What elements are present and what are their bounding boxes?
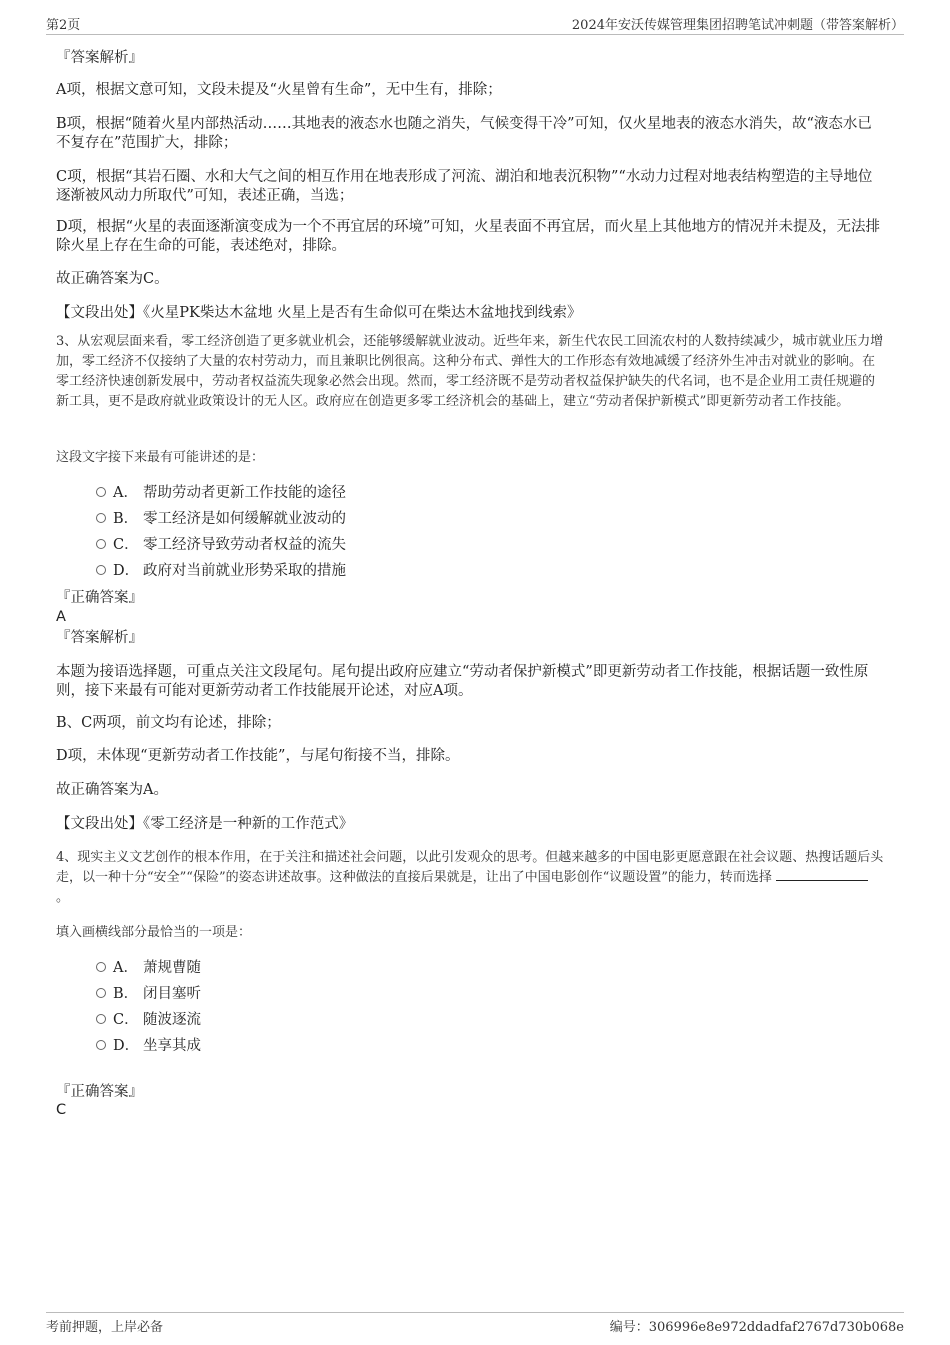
text-source: 【文段出处】《火星PK柴达木盆地 火星上是否有生命似可在柴达木盆地找到线索》 [56,305,582,321]
analysis-option-d: D项，根据“火星的表面逐渐演变成为一个不再宜居的环境”可知，火星表面不再宜居，而火星上其他地方的情况并未提及，无法排除火星上存在生命的可能，表述绝对，排除。 [56,219,880,254]
radio-icon[interactable] [96,1040,106,1050]
text-source: 【文段出处】《零工经济是一种新的工作范式》 [56,816,354,832]
footer-slogan: 考前押题，上岸必备 [46,1320,164,1335]
document-title: 2024年安沃传媒管理集团招聘笔试冲刺题（带答案解析） [571,18,904,33]
radio-icon[interactable] [96,1014,106,1024]
radio-icon[interactable] [96,962,106,972]
radio-icon[interactable] [96,988,106,998]
analysis-options-bc: B、C两项，前文均有论述，排除； [56,715,281,731]
question-4-stem: 4、现实主义文艺创作的根本作用，在于关注和描述社会问题，以此引发观众的思考。但越来越多的中国电影更愿意跟在社会议题、热搜话题后头走，以一种十分“安全”“保险”的姿态讲述故事。这种做法的直接后果就是，让出了中国电影创作“议题设置”的能力，转而选择 。 [56,850,884,905]
question-4-options [96,955,201,1059]
analysis-option-b: B项，根据“随着火星内部热活动……其地表的液态水也随之消失，气候变得干冷”可知，仅火星地表的液态水消失，故“液态水已不复存在”范围扩大，排除； [56,116,872,151]
option-c[interactable]: C． 随波逐流 [96,1007,201,1033]
analysis-text: 本题为接语选择题，可重点关注文段尾句。尾句提出政府应建立“劳动者保护新模式”即更新劳动者工作技能，根据话题一致性原则，接下来最有可能对更新劳动者工作技能展开论述，对应A项。 [56,664,869,699]
analysis-conclusion: 故正确答案为A。 [56,782,168,798]
analysis-option-a: A项，根据文意可知，文段未提及“火星曾有生命”，无中生有，排除； [56,82,502,98]
radio-icon[interactable] [96,487,106,497]
page-footer [46,1312,904,1335]
analysis-option-d: D项，未体现“更新劳动者工作技能”，与尾句衔接不当，排除。 [56,748,460,764]
option-c[interactable]: C． 零工经济导致劳动者权益的流失 [96,532,346,558]
question-3-options [96,480,346,584]
option-a[interactable]: A． 帮助劳动者更新工作技能的途径 [96,480,346,506]
document-id: 编号：306996e8e972ddadfaf2767d730b068e [609,1320,904,1335]
correct-answer-label: 『正确答案』 [56,590,143,606]
radio-icon[interactable] [96,539,106,549]
option-d[interactable]: D． 坐享其成 [96,1033,201,1059]
option-a[interactable]: A． 萧规曹随 [96,955,201,981]
page-header [46,14,904,35]
analysis-label: 『答案解析』 [56,50,143,66]
analysis-label: 『答案解析』 [56,630,143,646]
correct-answer-label: 『正确答案』 [56,1084,143,1100]
analysis-conclusion: 故正确答案为C。 [56,271,169,287]
fill-blank [776,868,868,881]
analysis-option-c: C项，根据“其岩石圈、水和大气之间的相互作用在地表形成了河流、湖泊和地表沉积物”“水动力过程对地表结构塑造的主导地位逐渐被风动力所取代”可知，表述正确，当选； [56,169,873,204]
page-number: 第2页 [46,18,81,33]
option-b[interactable]: B． 零工经济是如何缓解就业波动的 [96,506,346,532]
correct-answer: A [56,609,66,625]
question-4-prompt: 填入画横线部分最恰当的一项是： [56,925,252,940]
correct-answer: C [56,1102,67,1118]
radio-icon[interactable] [96,565,106,575]
question-3-stem: 3、从宏观层面来看，零工经济创造了更多就业机会，还能够缓解就业波动。近些年来，新生代农民工回流农村的人数持续减少，城市就业压力增加，零工经济不仅接纳了大量的农村劳动力，而且兼职比例很高。这种分布式、弹性大的工作形态有效地减缓了经济外生冲击对就业的影响。在零工经济快速创新发展中，劳动者权益流失现象必然会出现。然而，零工经济既不是劳动者权益保护缺失的代名词，也不是企业用工责任规避的新工具，更不是政府就业政策设计的无人区。政府应在创造更多零工经济机会的基础上，建立“劳动者保护新模式”即更新劳动者工作技能。 [56,334,884,409]
option-b[interactable]: B． 闭目塞听 [96,981,201,1007]
question-3-prompt: 这段文字接下来最有可能讲述的是： [56,450,265,465]
option-d[interactable]: D． 政府对当前就业形势采取的措施 [96,558,346,584]
radio-icon[interactable] [96,513,106,523]
